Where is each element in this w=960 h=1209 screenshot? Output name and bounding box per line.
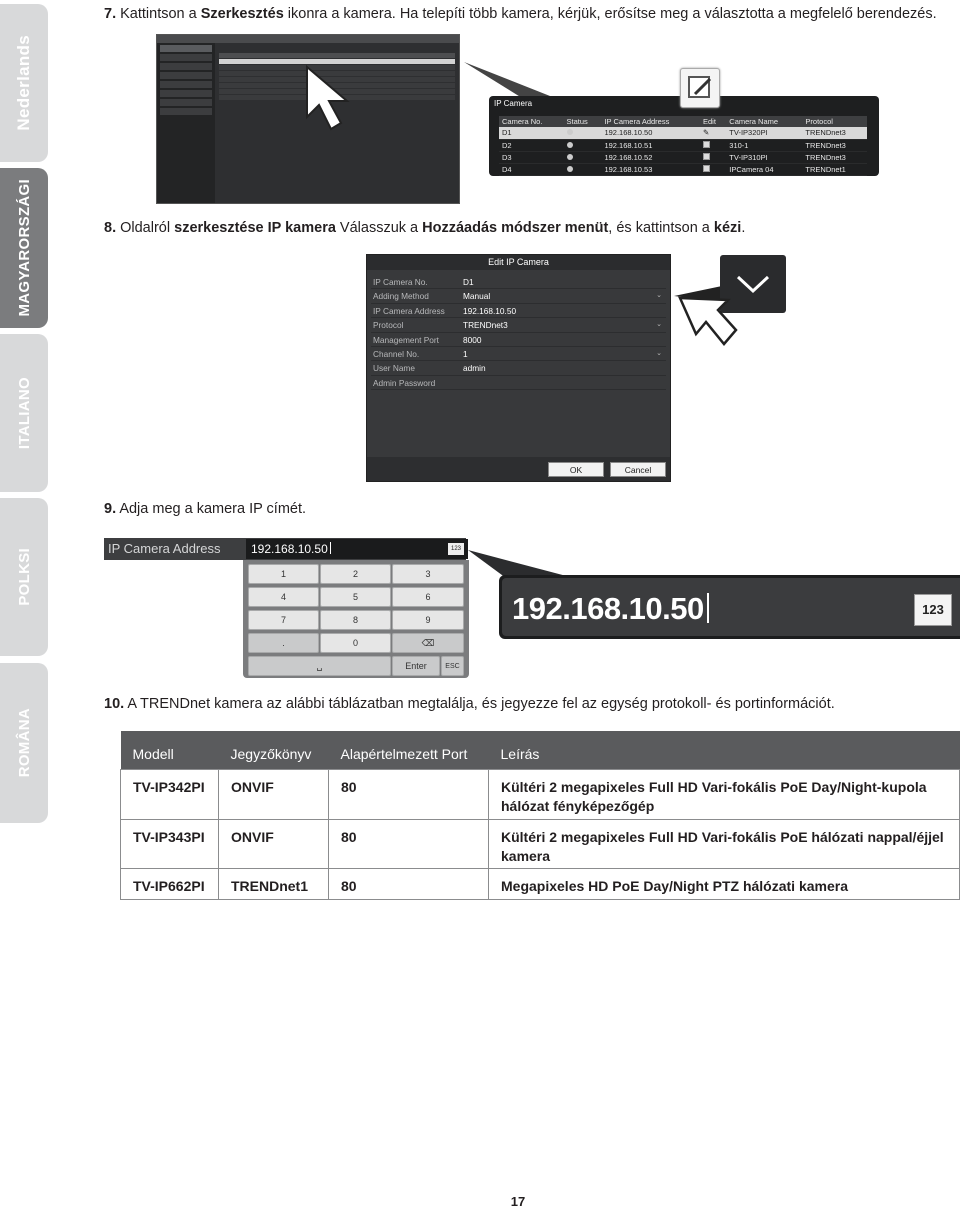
- protocol-select[interactable]: TRENDnet3 ⌄: [463, 320, 662, 331]
- form-row: IP Camera Address 192.168.10.50: [371, 304, 666, 318]
- enter-key[interactable]: Enter: [392, 656, 440, 676]
- ip-address-zoom: [499, 575, 960, 639]
- key-3[interactable]: 3: [392, 564, 464, 584]
- ip-address-input[interactable]: 192.168.10.50 123: [246, 539, 468, 559]
- table-row: TV-IP662PI TRENDnet1 80 Megapixeles HD PoE Day/Night PTZ hálózati kamera: [121, 868, 960, 899]
- ok-button[interactable]: OK: [548, 462, 604, 477]
- camera-protocol-table: [120, 731, 960, 900]
- dialog-title: Edit IP Camera: [367, 255, 670, 270]
- key-dot[interactable]: .: [248, 633, 319, 653]
- cancel-button[interactable]: Cancel: [610, 462, 666, 477]
- page-number: 17: [510, 1194, 526, 1209]
- lang-tab-magyar[interactable]: MAGYARORSZÁGI: [0, 168, 48, 328]
- step-9: 9. Adja meg a kamera IP címét.: [104, 501, 307, 517]
- numeric-keypad: [243, 560, 469, 678]
- nvr-sidebar: [157, 43, 215, 203]
- cursor-arrow-icon: [676, 294, 738, 352]
- input-mode-toggle[interactable]: 123: [448, 543, 464, 555]
- key-2[interactable]: 2: [320, 564, 391, 584]
- key-0[interactable]: 0: [320, 633, 391, 653]
- edit-icon[interactable]: [703, 165, 710, 172]
- ip-address-zoom-value: 192.168.10.50: [512, 591, 709, 627]
- key-6[interactable]: 6: [392, 587, 464, 607]
- esc-key[interactable]: ESC: [441, 656, 464, 676]
- chevron-down-icon: ⌄: [656, 292, 662, 300]
- admin-password-input[interactable]: [459, 376, 666, 389]
- key-7[interactable]: 7: [248, 610, 319, 630]
- form-row: IP Camera No. D1: [371, 275, 666, 289]
- edit-ip-camera-dialog: [366, 254, 671, 482]
- ip-camera-panel-title: IP Camera: [494, 99, 533, 108]
- channel-no-select[interactable]: 1 ⌄: [463, 348, 662, 359]
- ip-camera-panel: [489, 96, 879, 176]
- chevron-down-icon: ⌄: [656, 349, 662, 357]
- form-row: Management Port 8000: [371, 333, 666, 347]
- edit-pencil-icon: [686, 74, 714, 102]
- form-row: Admin Password: [371, 376, 666, 390]
- edit-pencil-icon[interactable]: ✎: [702, 128, 710, 138]
- input-mode-toggle[interactable]: 123: [914, 594, 952, 626]
- edit-icon[interactable]: [703, 141, 710, 148]
- form-row: Adding Method Manual ⌄: [371, 289, 666, 303]
- lang-tab-polski[interactable]: POLKSI: [0, 498, 48, 656]
- form-row: Channel No. 1 ⌄: [371, 347, 666, 361]
- key-9[interactable]: 9: [392, 610, 464, 630]
- table-row[interactable]: D3 192.168.10.52 TV-IP310PI TRENDnet3: [499, 151, 867, 163]
- step-7: 7. Kattintson a Szerkesztés ikonra a kamera. Ha telepíti több kamera, kérjük, erősítse meg a választotta a megfelelő berendezés.: [104, 6, 937, 22]
- form-row: Protocol TRENDnet3 ⌄: [371, 318, 666, 332]
- ip-address-input[interactable]: 192.168.10.50: [463, 305, 517, 316]
- space-key[interactable]: [248, 656, 391, 676]
- camera-no-value: D1: [463, 277, 474, 287]
- user-name-input[interactable]: admin: [463, 363, 486, 374]
- management-port-input[interactable]: 8000: [463, 334, 482, 345]
- key-4[interactable]: 4: [248, 587, 319, 607]
- lang-tab-italiano[interactable]: ITALIANO: [0, 334, 48, 492]
- dialog-footer: [367, 457, 670, 481]
- status-icon: [567, 154, 573, 160]
- backspace-icon: ⌫: [421, 638, 435, 648]
- step-8: 8. Oldalról szerkesztése IP kamera Válasszuk a Hozzáadás módszer menüt, és kattintson a kézi.: [104, 220, 746, 236]
- ip-address-bar: IP Camera Address 192.168.10.50 123: [104, 538, 466, 560]
- cursor-arrow-icon: [303, 65, 363, 135]
- status-icon: [567, 129, 573, 135]
- table-row[interactable]: D1 192.168.10.50 ✎ TV-IP320PI TRENDnet3: [499, 127, 867, 139]
- form-row: User Name admin: [371, 361, 666, 375]
- ip-camera-table: Camera No. Status IP Camera Address Edit Camera Name Protocol D1 192.168.10.50 ✎ TV-IP320PI TRENDnet3 D2 192.168.10.51 310-1 TRENDnet3 D3 192.168.10.52 TV-IP310PI TRENDnet3 D4 192.168.10.53 IPCamera 04 TRENDnet1: [499, 116, 867, 176]
- table-row[interactable]: D4 192.168.10.53 IPCamera 04 TRENDnet1: [499, 163, 867, 175]
- key-5[interactable]: 5: [320, 587, 391, 607]
- table-row[interactable]: D2 192.168.10.51 310-1 TRENDnet3: [499, 139, 867, 151]
- table-row: TV-IP343PI ONVIF 80 Kültéri 2 megapixeles Full HD Vari-fokális PoE hálózati nappal/éjjel kamera: [121, 819, 960, 868]
- status-icon: [567, 166, 573, 172]
- table-header-row: Modell Jegyzőkönyv Alapértelmezett Port Leírás: [121, 731, 960, 769]
- space-icon: ␣: [316, 661, 323, 671]
- callout-pointer: [462, 58, 552, 100]
- chevron-down-icon: ⌄: [656, 321, 662, 329]
- key-1[interactable]: 1: [248, 564, 319, 584]
- edit-icon-zoom[interactable]: [680, 68, 720, 108]
- lang-tab-nederlands[interactable]: Nederlands: [0, 4, 48, 162]
- step-10: 10. A TRENDnet kamera az alábbi táblázatban megtalálja, és jegyezze fel az egység protokoll- és portinformációt.: [104, 696, 835, 712]
- status-icon: [567, 142, 573, 148]
- adding-method-select[interactable]: Manual ⌄: [463, 291, 662, 302]
- backspace-key[interactable]: [392, 633, 464, 653]
- nvr-screenshot: [156, 34, 460, 204]
- lang-tab-romana[interactable]: ROMÂNA: [0, 663, 48, 823]
- key-8[interactable]: 8: [320, 610, 391, 630]
- table-row: TV-IP342PI ONVIF 80 Kültéri 2 megapixeles Full HD Vari-fokális PoE Day/Night-kupola hálózat fényképezőgép: [121, 769, 960, 819]
- edit-icon[interactable]: [703, 153, 710, 160]
